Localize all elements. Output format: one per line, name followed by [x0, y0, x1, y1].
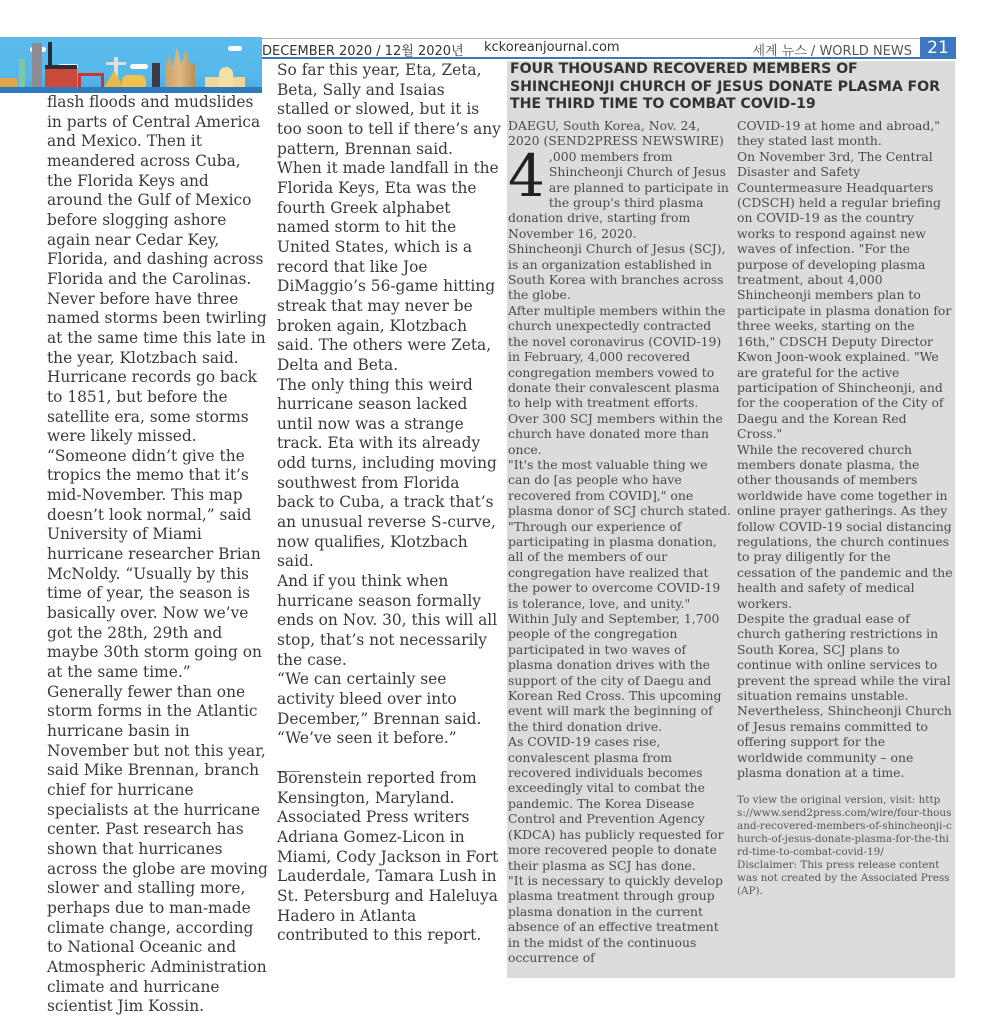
- press-release-headline: FOUR THOUSAND RECOVERED MEMBERS OF SHINCHEONJI CHURCH OF JESUS DONATE PLASMA FOR THE THIRD TIME TO COMBAT COVID-19: [510, 61, 940, 112]
- issue-date: DECEMBER 2020 / 12월 2020년: [262, 44, 464, 59]
- sphinx-icon: [122, 75, 146, 87]
- dateline: DAEGU, South Korea, Nov. 24, 2020 (SEND2PRESS NEWSWIRE): [508, 118, 724, 149]
- separator: ___: [277, 753, 301, 772]
- paragraph: The only thing this weird hurricane season lacked until now was a strange track. Eta with its already odd turns, including moving southwest from Florida back to Cuba, a track that’s an unusual reverse S-curve, now qualifies, Klotzbach said.: [277, 375, 497, 571]
- temple-icon: [45, 65, 77, 87]
- drop-cap: 4: [508, 141, 545, 210]
- credits-paragraph: Borenstein reported from Kensington, Maryland. Associated Press writers Adriana Gomez-Licon in Miami, Cody Jackson in Fort Lauderdale, Tamara Lush in St. Petersburg and Haleluya Hadero in Atlanta contributed to this report.: [277, 768, 499, 945]
- empire-state-icon: [32, 43, 42, 87]
- paragraph: After multiple members within the church unexpectedly contracted the novel coronavirus (COVID-19) in February, 4,000 recovered congregation members vowed to donate their convalescent plasma to help with treatment efforts. Over 300 SCJ members within the church have donated more than once.: [508, 302, 726, 457]
- page-number-badge: 21: [920, 37, 956, 59]
- paragraph: While the recovered church members donate plasma, the other thousands of members worldwide have come together in online prayer gatherings. As they follow COVID-19 social distancing regulations, the church continues to pray diligently for the cessation of the pandemic and the health and safety of medical workers.: [737, 441, 953, 611]
- article-column-1: [47, 93, 269, 1017]
- paragraph: Generally fewer than one storm forms in the Atlantic hurricane basin in November but not this year, said Mike Brennan, branch chief for hurricane specialists at the hurricane center. Past research has shown that hurricanes across the globe are moving slower and stalling more, perhaps due to man-made climate change, according to National Oceanic and Atmospheric Administration climate and hurricane scientist Jim Kossin.: [47, 682, 268, 1016]
- cloud-icon: [130, 64, 148, 69]
- site-link[interactable]: kckoreanjournal.com: [484, 40, 620, 55]
- paragraph: Never before have three named storms been twirling at the same time this late in the year, Klotzbach said. Hurricane records go back to 1851, but before the satellite era, some storms were likely missed.: [47, 289, 267, 446]
- paragraph: COVID-19 at home and abroad," they stated last month.: [737, 118, 940, 149]
- world-landmarks-banner: [0, 37, 262, 93]
- lead-paragraph: 4 ,000 members from Shincheonji Church of Jesus are planned to participate in the group's third plasma donation drive, starting from November 16, 2020.: [508, 141, 729, 241]
- paragraph: So far this year, Eta, Zeta, Beta, Sally and Isaias stalled or slowed, but it is too soon to tell if there’s any pattern, Brennan said. When it made landfall in the Florida Keys, Eta was the fourth Greek alphabet named storm to hit the United States, which is a record that like Joe DiMaggio’s 56-game hitting streak that may never be broken again, Klotzbach said. The others were Zeta, Delta and Beta.: [277, 61, 501, 374]
- press-release-column-1: [508, 118, 732, 965]
- paragraph: As COVID-19 cases rise, convalescent plasma from recovered individuals becomes exceedingly vital to combat the pandemic. The Korea Disease Control and Prevention Agency (KDCA) has publicly requested for more recovered people to donate their plasma as SCJ has done.: [508, 734, 724, 873]
- disclaimer: Disclaimer: This press release content was not created by the Associated Press (AP).: [737, 859, 950, 898]
- press-release-box: [507, 61, 955, 978]
- press-release-column-2: [737, 118, 953, 898]
- source-link[interactable]: To view the original version, visit: https://www.send2press.com/wire/four-thousand-recovered-members-of-shincheonji-church-of-jesus-donate-plasma-for-the-third-time-to-combat-covid-19/: [737, 794, 952, 859]
- page-header: [262, 38, 956, 59]
- paragraph: “Someone didn’t give the tropics the memo that it’s mid-November. This map doesn’t look normal,” said University of Miami hurricane researcher Brian McNoldy. “Usually by this time of year, the season is basically over. Now we’ve got the 28th, 29th and maybe 30th storm going on at the same time.”: [47, 446, 262, 682]
- paragraph: Shincheonji Church of Jesus (SCJ), is an organization established in South Korea with branches across the globe.: [508, 241, 726, 303]
- paragraph: flash floods and mudslides in parts of Central America and Mexico. Then it meandered across Cuba, the Florida Keys and around the Gulf of Mexico before slogging ashore again near Cedar Key, Florida, and dashing across Florida and the Carolinas.: [47, 93, 264, 288]
- paragraph: "It's the most valuable thing we can do [as people who have recovered from COVID]," one plasma donor of SCJ church stated. "Through our experience of participating in plasma donation, all of the members of our congregation have realized that the power to overcome COVID-19 is tolerance, love, and unity.": [508, 456, 731, 611]
- colosseum-icon: [0, 78, 18, 87]
- cloud-icon: [228, 46, 242, 51]
- torii-gate-icon: [78, 73, 104, 87]
- paragraph: “We can certainly see activity bleed over into December,” Brennan said. “We’ve seen it before.”: [277, 670, 482, 748]
- big-ben-icon: [152, 63, 160, 87]
- paragraph: Despite the gradual ease of church gathering restrictions in South Korea, SCJ plans to continue with online services to prevent the spread while the viral situation remains unstable. Nevertheless, Shincheonji Church of Jesus remains committed to offering support for the worldwide community – one plasma donation at a time.: [737, 611, 952, 781]
- paragraph: Within July and September, 1,700 people of the congregation participated in two waves of plasma donation drives with the support of the city of Daegu and Korean Red Cross. This upcoming event will mark the beginning of the third donation drive.: [508, 611, 722, 734]
- paragraph: On November 3rd, The Central Disaster and Safety Countermeasure Headquarters (CDSCH) held a regular briefing on COVID-19 as the country works to respond against new waves of infection. "For the purpose of developing plasma treatment, about 4,000 Shincheonji members plan to participate in plasma donation for three weeks, starting on the 16th," CDSCH Deputy Director Kwon Joon-wook explained. "We are grateful for the active participation of Shincheonji, and for the cooperation of the City of Daegu and the Korean Red Cross.": [737, 148, 952, 442]
- sagrada-familia-icon: [165, 47, 195, 87]
- paragraph: "It is necessary to quickly develop plasma treatment through group plasma donation in the current absence of an effective treatment in the midst of the continuous occurrence of: [508, 872, 723, 965]
- paragraph: And if you think when hurricane season formally ends on Nov. 30, this will all stop, that’s not necessarily the case.: [277, 572, 498, 669]
- section-label: 세계 뉴스 / WORLD NEWS: [752, 44, 912, 59]
- pyramid-icon: [104, 71, 124, 87]
- statue-of-liberty-icon: [19, 59, 25, 87]
- article-column-2: [277, 61, 501, 946]
